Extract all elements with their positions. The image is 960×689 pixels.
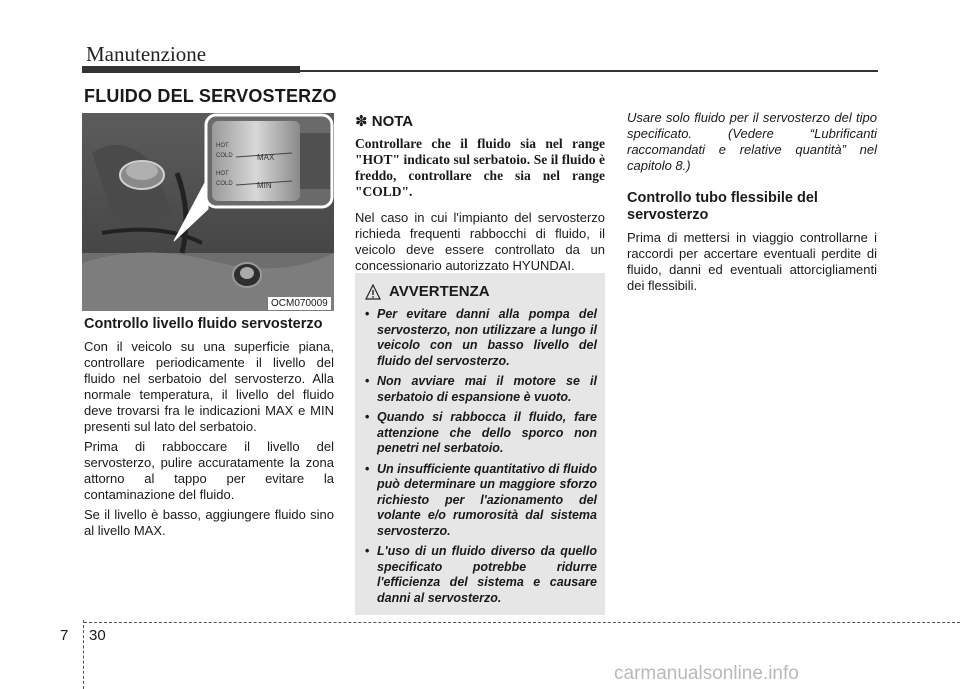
image-code: OCM070009 bbox=[268, 297, 331, 310]
warning-list bbox=[365, 307, 597, 611]
warning-box bbox=[355, 273, 605, 615]
col3-text: Prima di mettersi in viaggio controllarne i raccordi per accertare eventuali perdite di fluido, danni ed eventuali attorcigliamenti dei flessibili. bbox=[627, 230, 877, 293]
warning-title: AVVERTENZA bbox=[389, 283, 490, 300]
header-bar bbox=[82, 66, 300, 73]
engine-reservoir-image bbox=[82, 113, 334, 311]
header-title: Manutenzione bbox=[86, 42, 207, 66]
column-3 bbox=[627, 110, 877, 298]
header-rule bbox=[300, 70, 878, 72]
warning-item: • Un insufficiente quantitativo di fluido può determinare un maggiore sforzo richiesto per l'azionamento del volante e/o rumorosità dal sistema servosterzo. bbox=[365, 462, 597, 540]
nota-bold-text: Controllare che il fluido sia nel range "HOT" indicato sul serbatoio. Se il fluido è freddo, controllare che sia nel range "COLD". bbox=[355, 136, 605, 199]
warning-item: • Quando si rabbocca il fluido, fare attenzione che dello sporco non penetri nel serbatoio. bbox=[365, 410, 597, 457]
min-label: MIN bbox=[257, 181, 272, 190]
max-label: MAX bbox=[257, 153, 275, 162]
cold-label-top: COLD bbox=[216, 153, 233, 159]
footer-divider bbox=[83, 620, 84, 689]
page-number: 30 bbox=[89, 627, 106, 644]
hot-label-top: HOT bbox=[216, 143, 229, 149]
nota-text: Nel caso in cui l'impianto del servosterzo richieda frequenti rabbocchi di fluido, il veicolo deve essere controllato da un concessionario autorizzato HYUNDAI. bbox=[355, 210, 605, 273]
chapter-number: 7 bbox=[60, 627, 69, 644]
warning-item: • Non avviare mai il motore se il serbatoio di espansione è vuoto. bbox=[365, 374, 597, 405]
col3-italic-text: Usare solo fluido per il servosterzo del tipo specificato. (Vedere “Lubrificanti raccomandati e relative quantità” nel capitolo 8.) bbox=[627, 110, 877, 173]
warning-triangle-icon bbox=[365, 284, 381, 300]
col1-paragraph: Prima di rabboccare il livello del servosterzo, pulire accuratamente la zona attorno al tappo per evitare la contaminazione del fluido. bbox=[84, 439, 334, 502]
nota-title: ✽ NOTA bbox=[355, 113, 414, 130]
col1-paragraph: Con il veicolo su una superficie piana, controllare periodicamente il livello del fluido nel serbatoio del servosterzo. Alla normale temperatura, il livello del fluido deve trovarsi fra le indicazioni MAX e MIN presenti sul lato del serbatoio. bbox=[84, 339, 334, 434]
nota-section bbox=[355, 112, 605, 278]
col1-paragraph: Se il livello è basso, aggiungere fluido sino al livello MAX. bbox=[84, 507, 334, 538]
hot-label-bottom: HOT bbox=[216, 171, 229, 177]
col1-heading: Controllo livello fluido servosterzo bbox=[84, 316, 323, 332]
col3-heading: Controllo tubo flessibile del servosterzo bbox=[627, 190, 818, 223]
warning-header bbox=[365, 283, 490, 300]
column-1 bbox=[84, 316, 334, 543]
watermark: carmanualsonline.info bbox=[614, 663, 799, 684]
warning-item: • Per evitare danni alla pompa del servosterzo, non utilizzare a lungo il veicolo con un basso livello del fluido del servosterzo. bbox=[365, 307, 597, 369]
warning-item: • L'uso di un fluido diverso da quello specificato potrebbe ridurre l'efficienza del sistema e causare danni al servosterzo. bbox=[365, 544, 597, 606]
section-title: FLUIDO DEL SERVOSTERZO bbox=[84, 86, 337, 106]
cold-label-bottom: COLD bbox=[216, 181, 233, 187]
footer-rule bbox=[84, 622, 960, 623]
